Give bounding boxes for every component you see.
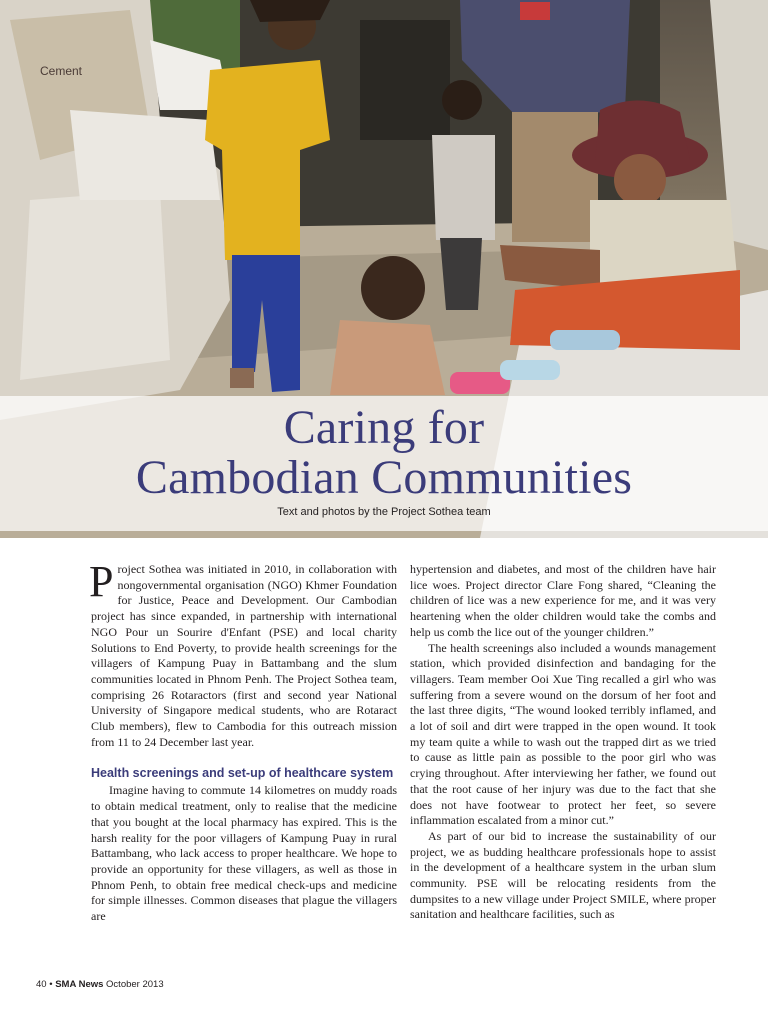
issue-date: October 2013 xyxy=(106,979,164,990)
left-column xyxy=(89,557,397,925)
shack-doorway xyxy=(360,20,450,140)
page-footer xyxy=(36,979,164,990)
sack-label: Cement xyxy=(40,64,83,78)
section-subheading: Health screenings and set-up of healthcare system xyxy=(91,766,394,781)
right-column xyxy=(410,562,716,923)
footer-separator: • xyxy=(49,979,53,990)
article-title-line2: Cambodian Communities xyxy=(135,451,633,504)
paragraph-5: As part of our bid to increase the sustainability of our project, we as budding healthcare professionals hope to assist in the development of a healthcare system in the urban slum community. PSE will be relocating residents from the dumpsites to a new village under Project SMILE, where proper sanitation and healthcare facilities, such as xyxy=(410,828,716,922)
sack-white-2 xyxy=(70,110,220,200)
sack-left-lower xyxy=(20,190,170,380)
drop-cap: P xyxy=(89,557,114,606)
publication-name: SMA News xyxy=(55,979,104,990)
paragraph-4: The health screenings also included a wounds management station, which provided disinfection and bandaging for the villagers. Team member Ooi Xue Ting recalled a girl who was suffering from a severe wound on the dorsum of her foot and the last three digits, “The wound looked terribly inflamed, and a lot of soil and dirt were trapped in the open wound. It took my team quite a while to wash out the trapped dirt as we tried to cause as little pain as possible to the poor girl who was crying throughout. After interviewing her father, we found out that the root cause of her injury was due to the fact that she does not have footwear to protect her feet, so severe inflammation escalated from a minor cut.” xyxy=(410,640,716,828)
article-title-line1: Caring for xyxy=(283,401,485,454)
intro-text: roject Sothea was initiated in 2010, in collaboration with nongovernmental organisation (NGO) Khmer Foundation for Justice, Peace and Development. Our Cambodian project has since expanded, in partnership with international NGO Pour un Sourire d'Enfant (PSE) and local charity Solutions to End Poverty, to provide health screenings for the villagers of Kampung Puay in Battambang and the slum communities located in Phnom Penh. The Project Sothea team, comprising 26 Rotaractors (first and second year National University of Singapore medical students, who are Rotaract Club members), flew to Cambodia for this outreach mission from 11 to 24 December last year. xyxy=(91,562,397,749)
photo-credit: Text and photos by the Project Sothea team xyxy=(277,506,491,518)
page-number: 40 xyxy=(36,979,47,990)
paragraph-3: hypertension and diabetes, and most of the children have hair lice woes. Project director Clare Fong shared, “Cleaning the children of lice was a new experience for me, and it was very heartening when the older children would take the combs and help us comb the lice out of the younger children.” xyxy=(410,562,716,639)
paragraph-2: Imagine having to commute 14 kilometres on muddy roads to obtain medical treatment, only to realise that the medicine that you bought at the local pharmacy has expired. This is the harsh reality for the poor villagers of Kampung Puay in rural Battambang, who lack access to proper healthcare. We hope to provide an opportunity for these villagers, as well as those in Phnom Penh, to obtain free medical check-ups and medicine for simple illnesses. Common diseases that plague the villagers are xyxy=(91,783,397,924)
intro-paragraph xyxy=(89,557,397,750)
